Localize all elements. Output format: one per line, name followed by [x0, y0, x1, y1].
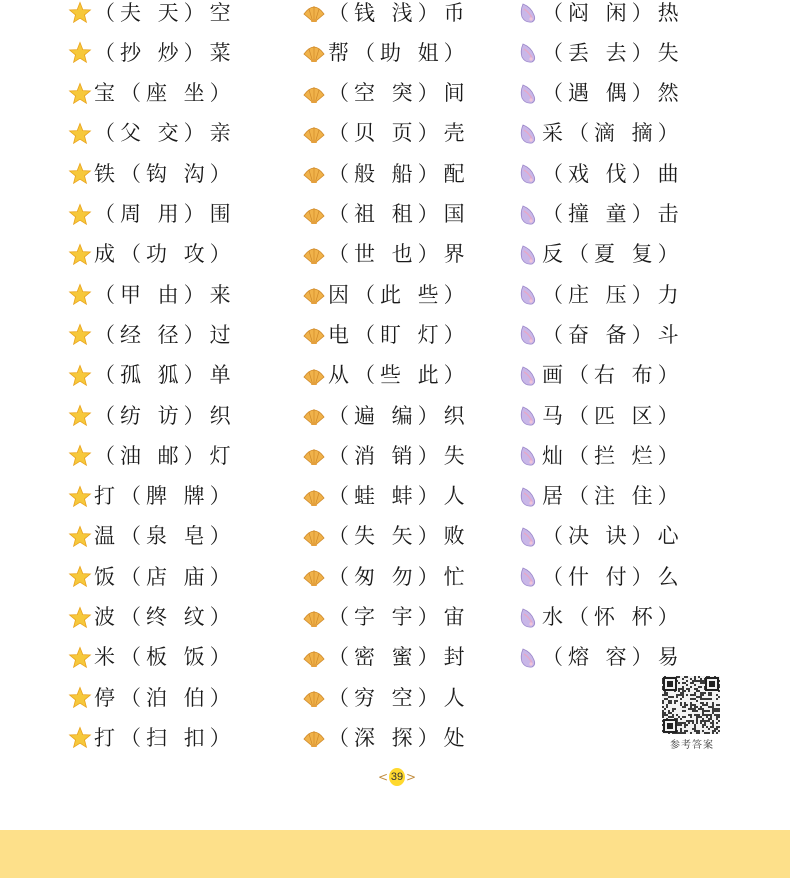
exercise-item — [514, 477, 684, 517]
exercise-item — [300, 396, 470, 436]
conch-icon — [514, 39, 542, 67]
conch-icon — [514, 563, 542, 591]
conch-icon — [514, 0, 542, 27]
exercise-item — [514, 436, 684, 476]
exercise-item — [66, 0, 236, 33]
exercise-item-text: 成（功 攻） — [94, 242, 236, 267]
exercise-item — [514, 114, 684, 154]
exercise-item-text: （奋 备）斗 — [542, 322, 684, 347]
exercise-item-text: （撞 童）击 — [542, 202, 684, 226]
exercise-item-text: 打（脾 牌） — [94, 484, 236, 509]
exercise-item — [514, 557, 684, 597]
star-icon — [66, 442, 94, 470]
exercise-item — [300, 235, 470, 275]
exercise-item-text: 铁（钩 沟） — [94, 161, 236, 186]
exercise-item — [66, 598, 236, 638]
exercise-item — [300, 557, 470, 597]
shell-icon — [300, 604, 328, 632]
shell-icon — [300, 281, 328, 309]
exercise-item-text: （失 矢）败 — [328, 524, 470, 549]
exercise-item-text: 居（注 住） — [542, 484, 684, 509]
exercise-item-text: （父 交）亲 — [94, 121, 236, 146]
exercise-item-text: （周 用）围 — [94, 202, 236, 226]
exercise-item — [514, 315, 684, 355]
qr-caption: 参考答案 — [670, 740, 714, 751]
star-icon — [66, 684, 94, 712]
exercise-item-text: （闷 闲）热 — [542, 0, 684, 25]
exercise-item — [514, 33, 684, 73]
conch-icon — [514, 523, 542, 551]
exercise-item — [300, 0, 470, 33]
star-icon — [66, 0, 94, 27]
qr-code-icon[interactable] — [662, 676, 720, 734]
exercise-item — [66, 154, 236, 194]
star-icon — [66, 523, 94, 551]
exercise-item-text: （穷 空）人 — [328, 685, 470, 710]
exercise-item-text: 从（些 此） — [328, 363, 470, 388]
star-icon — [66, 120, 94, 148]
exercise-item — [300, 678, 470, 718]
exercise-item — [300, 436, 470, 476]
exercise-item-text: （深 探）处 — [328, 725, 470, 750]
shell-icon — [300, 724, 328, 752]
exercise-item — [66, 356, 236, 396]
star-icon — [66, 563, 94, 591]
exercise-item-text: （决 诀）心 — [542, 524, 684, 549]
exercise-item-text: （戏 伐）曲 — [542, 161, 684, 186]
exercise-item-text: 因（此 些） — [328, 282, 470, 307]
exercise-item-text: 米（板 饭） — [94, 645, 236, 670]
shell-icon — [300, 483, 328, 511]
exercise-item — [300, 315, 470, 355]
exercise-item-text: 停（泊 伯） — [94, 685, 236, 710]
exercise-item — [514, 0, 684, 33]
exercise-item — [66, 396, 236, 436]
exercise-item-text: （世 也）界 — [328, 242, 470, 267]
exercise-item — [300, 74, 470, 114]
exercise-item-text: （般 船）配 — [328, 161, 470, 186]
conch-icon — [514, 321, 542, 349]
exercise-item — [66, 235, 236, 275]
exercise-item-text: （孤 狐）单 — [94, 363, 236, 388]
conch-icon — [514, 483, 542, 511]
exercise-item-text: 灿（拦 烂） — [542, 443, 684, 468]
exercise-item — [66, 436, 236, 476]
exercise-item-text: （贝 页）壳 — [328, 121, 470, 146]
exercise-item-text: 温（泉 皂） — [94, 524, 236, 549]
exercise-item — [514, 275, 684, 315]
shell-icon — [300, 523, 328, 551]
shell-icon — [300, 201, 328, 229]
exercise-item — [66, 517, 236, 557]
shell-icon — [300, 402, 328, 430]
page-number-badge: 39 — [389, 768, 405, 786]
exercise-item-text: 马（匹 区） — [542, 403, 684, 428]
star-icon — [66, 483, 94, 511]
exercise-item — [66, 718, 236, 758]
exercise-item-text: （匆 勿）忙 — [328, 564, 470, 589]
conch-icon — [514, 442, 542, 470]
conch-icon — [514, 644, 542, 672]
exercise-item-text: 宝（座 坐） — [94, 81, 236, 106]
shell-icon — [300, 644, 328, 672]
exercise-item-text: （密 蜜）封 — [328, 645, 470, 670]
shell-icon — [300, 160, 328, 188]
exercise-item-text: （蛙 蚌）人 — [328, 484, 470, 509]
exercise-item-text: （抄 炒）菜 — [94, 40, 236, 65]
exercise-item — [66, 557, 236, 597]
conch-icon — [514, 160, 542, 188]
exercise-item-text: （遇 偶）然 — [542, 81, 684, 106]
conch-icon — [514, 241, 542, 269]
exercise-item — [514, 396, 684, 436]
exercise-item — [300, 195, 470, 235]
conch-icon — [514, 402, 542, 430]
shell-icon — [300, 684, 328, 712]
star-icon — [66, 281, 94, 309]
star-icon — [66, 80, 94, 108]
exercise-item-text: （什 付）么 — [542, 564, 684, 589]
exercise-item — [300, 275, 470, 315]
exercise-item — [66, 477, 236, 517]
exercise-item — [66, 114, 236, 154]
exercise-item — [66, 195, 236, 235]
exercise-item — [300, 638, 470, 678]
exercise-item-text: 打（扫 扣） — [94, 725, 236, 750]
exercise-item-text: （消 销）失 — [328, 443, 470, 468]
exercise-item-text: （遍 编）织 — [328, 403, 470, 428]
page-bracket-left: < — [378, 770, 389, 784]
shell-icon — [300, 563, 328, 591]
star-icon — [66, 160, 94, 188]
exercise-item — [514, 517, 684, 557]
exercise-item — [66, 315, 236, 355]
exercise-item-text: 反（夏 复） — [542, 242, 684, 267]
exercise-item-text: （钱 浅）币 — [328, 0, 470, 25]
exercise-item — [300, 718, 470, 758]
exercise-item-text: （祖 租）国 — [328, 202, 470, 226]
star-icon — [66, 39, 94, 67]
exercise-item — [514, 598, 684, 638]
exercise-item — [514, 74, 684, 114]
exercise-item — [66, 275, 236, 315]
star-icon — [66, 362, 94, 390]
star-icon — [66, 241, 94, 269]
page-bracket-right: > — [405, 770, 416, 784]
star-icon — [66, 402, 94, 430]
exercise-item — [300, 598, 470, 638]
exercise-item-text: （丢 去）失 — [542, 40, 684, 65]
exercise-item — [300, 477, 470, 517]
page-number — [378, 766, 416, 788]
exercise-item-text: （纺 访）织 — [94, 403, 236, 428]
exercise-item — [514, 356, 684, 396]
exercise-item — [300, 356, 470, 396]
exercise-item-text: 波（终 纹） — [94, 605, 236, 629]
exercise-item-text: 帮（助 姐） — [328, 40, 470, 65]
exercise-item — [300, 33, 470, 73]
exercise-item-text: 水（怀 杯） — [542, 605, 684, 629]
shell-icon — [300, 120, 328, 148]
exercise-item-text: （甲 由）来 — [94, 282, 236, 307]
exercise-item-text: （庄 压）力 — [542, 282, 684, 307]
exercise-item — [66, 74, 236, 114]
star-icon — [66, 604, 94, 632]
conch-icon — [514, 80, 542, 108]
conch-icon — [514, 120, 542, 148]
shell-icon — [300, 80, 328, 108]
exercise-item-text: （熔 容）易 — [542, 645, 684, 670]
exercise-item-text: （夫 天）空 — [94, 0, 236, 25]
star-icon — [66, 321, 94, 349]
conch-icon — [514, 281, 542, 309]
exercise-item — [300, 517, 470, 557]
conch-icon — [514, 604, 542, 632]
shell-icon — [300, 39, 328, 67]
exercise-item — [66, 638, 236, 678]
shell-icon — [300, 442, 328, 470]
shell-icon — [300, 321, 328, 349]
exercise-item — [514, 235, 684, 275]
exercise-item — [300, 154, 470, 194]
footer-band — [0, 830, 790, 878]
exercise-item-text: （字 宇）宙 — [328, 605, 470, 629]
exercise-item-text: （空 突）间 — [328, 81, 470, 106]
exercise-item-text: 饭（店 庙） — [94, 564, 236, 589]
shell-icon — [300, 0, 328, 27]
star-icon — [66, 724, 94, 752]
exercise-item — [514, 154, 684, 194]
exercise-item — [66, 33, 236, 73]
conch-icon — [514, 201, 542, 229]
star-icon — [66, 644, 94, 672]
exercise-item — [514, 195, 684, 235]
exercise-item-text: 采（滴 摘） — [542, 121, 684, 146]
shell-icon — [300, 241, 328, 269]
exercise-item-text: （油 邮）灯 — [94, 443, 236, 468]
exercise-item — [66, 678, 236, 718]
conch-icon — [514, 362, 542, 390]
shell-icon — [300, 362, 328, 390]
exercise-item — [514, 638, 684, 678]
star-icon — [66, 201, 94, 229]
exercise-item-text: （经 径）过 — [94, 322, 236, 347]
exercise-item — [300, 114, 470, 154]
exercise-item-text: 画（右 布） — [542, 363, 684, 388]
exercise-item-text: 电（盯 灯） — [328, 322, 470, 347]
